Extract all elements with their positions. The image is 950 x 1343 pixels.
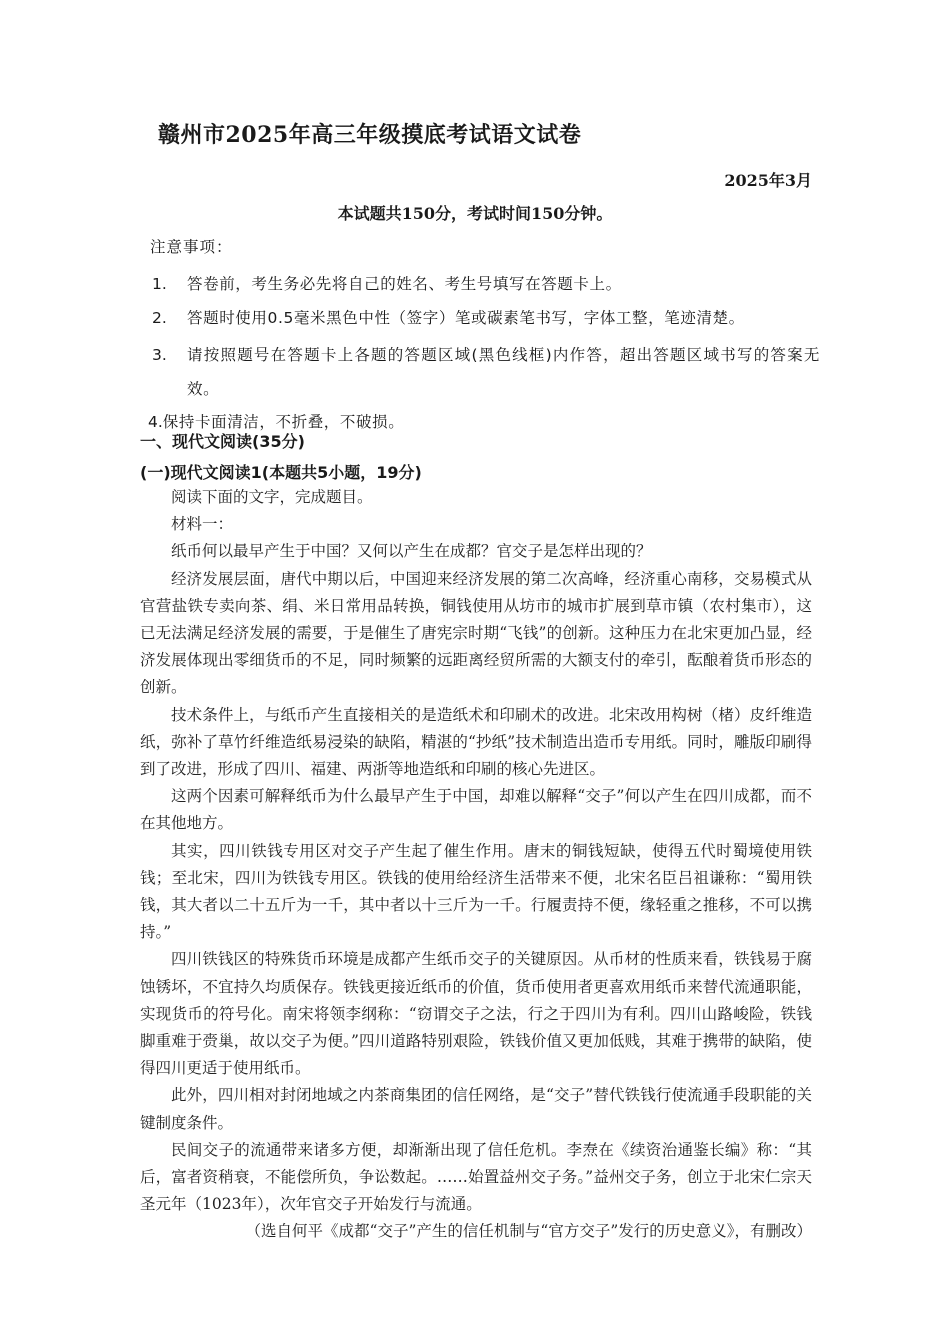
- paragraph: 民间交子的流通带来诸多方便，却渐渐出现了信任危机。李焘在《续资治通鉴长编》称：“其后，富者资稍衰，不能偿所负，争讼数起。……始置益州交子务。”益州交子务，创立于北宋仁宗天圣元年（1023年），次年官交子开始发行与流通。: [140, 1140, 812, 1214]
- note-number: 3.: [152, 346, 167, 364]
- note-text: 答卷前，考生务必先将自己的姓名、考生号填写在答题卡上。: [187, 275, 622, 293]
- note-text: 答题时使用0.5毫米黑色中性（签字）笔或碳素笔书写，字体工整，笔迹清楚。: [187, 309, 745, 327]
- note-text: 保持卡面清洁，不折叠，不破损。: [162, 413, 405, 431]
- paragraph: 此外，四川相对封闭地域之内茶商集团的信任网络，是“交子”替代铁钱行使流通手段职能的关键制度条件。: [140, 1086, 812, 1132]
- exam-date: 2025年3月: [724, 171, 812, 190]
- paragraph: 纸币何以最早产生于中国？又何以产生在成都？官交子是怎样出现的？: [171, 542, 652, 561]
- paragraph: 这两个因素可解释纸币为什么最早产生于中国，却难以解释“交子”何以产生在四川成都，而不在其他地方。: [140, 787, 812, 833]
- note-number: 1.: [152, 275, 167, 293]
- note-number: 2.: [152, 309, 167, 327]
- paragraph: 经济发展层面，唐代中期以后，中国迎来经济发展的第二次高峰，经济重心南移，交易模式从官营盐铁专卖向茶、绢、米日常用品转换，铜钱使用从坊市的城市扩展到草市镇（农村集市），这已无法满足经济发展的需要，于是催生了唐宪宗时期“飞钱”的创新。这种压力在北宋更加凸显，经济发展体现出零细货币的不足，同时频繁的远距离经贸所需的大额支付的牵引，酝酿着货币形态的创新。: [140, 569, 812, 697]
- notes-heading: 注意事项：: [150, 238, 233, 256]
- note-item: [140, 270, 820, 298]
- section-heading: 一、现代文阅读(35分): [140, 432, 305, 451]
- paragraph: 其实，四川铁钱专用区对交子产生起了催生作用。唐末的铜钱短缺，使得五代时蜀境使用铁钱；至北宋，四川为铁钱专用区。铁钱的使用给经济生活带来不便，北宋名臣吕祖谦称：“蜀用铁钱，其大者以二十五斤为一千，其中者以十三斤为一千。行履责持不便，缘轻重之推移，不可以携持。”: [140, 841, 812, 942]
- paragraph: 四川铁钱区的特殊货币环境是成都产生纸币交子的关键原因。从币材的性质来看，铁钱易于腐蚀锈坏，不宜持久均质保存。铁钱更接近纸币的价值，货币使用者更喜欢用纸币来替代流通职能，实现货币的符号化。南宋将领李纲称：“窃谓交子之法，行之于四川为有利。四川山路峻险，铁钱脚重难于赍巢，故以交子为便。”四川道路特别艰险，铁钱价值又更加低贱，其难于携带的缺陷，使得四川更适于使用纸币。: [140, 950, 812, 1078]
- note-number: 4.: [148, 413, 163, 431]
- note-item: [140, 304, 820, 332]
- reading-passage: [140, 484, 812, 1246]
- exam-info: 本试题共150分，考试时间150分钟。: [337, 204, 613, 223]
- paragraph: 阅读下面的文字，完成题目。: [171, 488, 373, 506]
- note-item: [140, 338, 820, 406]
- subsection-heading: (一)现代文阅读1(本题共5小题，19分): [140, 463, 422, 482]
- note-text: 请按照题号在答题卡上各题的答题区域(黑色线框)内作答，超出答题区域书写的答案无效。: [187, 346, 820, 398]
- source-citation: （选自何平《成都“交子”产生的信任机制与“官方交子”发行的历史意义》，有删改）: [245, 1222, 812, 1241]
- exam-title: 赣州市2025年高三年级摸底考试语文试卷: [158, 122, 582, 148]
- paragraph: 技术条件上，与纸币产生直接相关的是造纸术和印刷术的改进。北宋改用构树（楮）皮纤维造纸，弥补了草竹纤维造纸易浸染的缺陷，精湛的“抄纸”技术制造出造币专用纸。同时，雕版印刷得到了改进，形成了四川、福建、两浙等地造纸和印刷的核心先进区。: [140, 705, 812, 779]
- notes-block: [140, 235, 820, 440]
- paragraph: 材料一：: [171, 515, 234, 534]
